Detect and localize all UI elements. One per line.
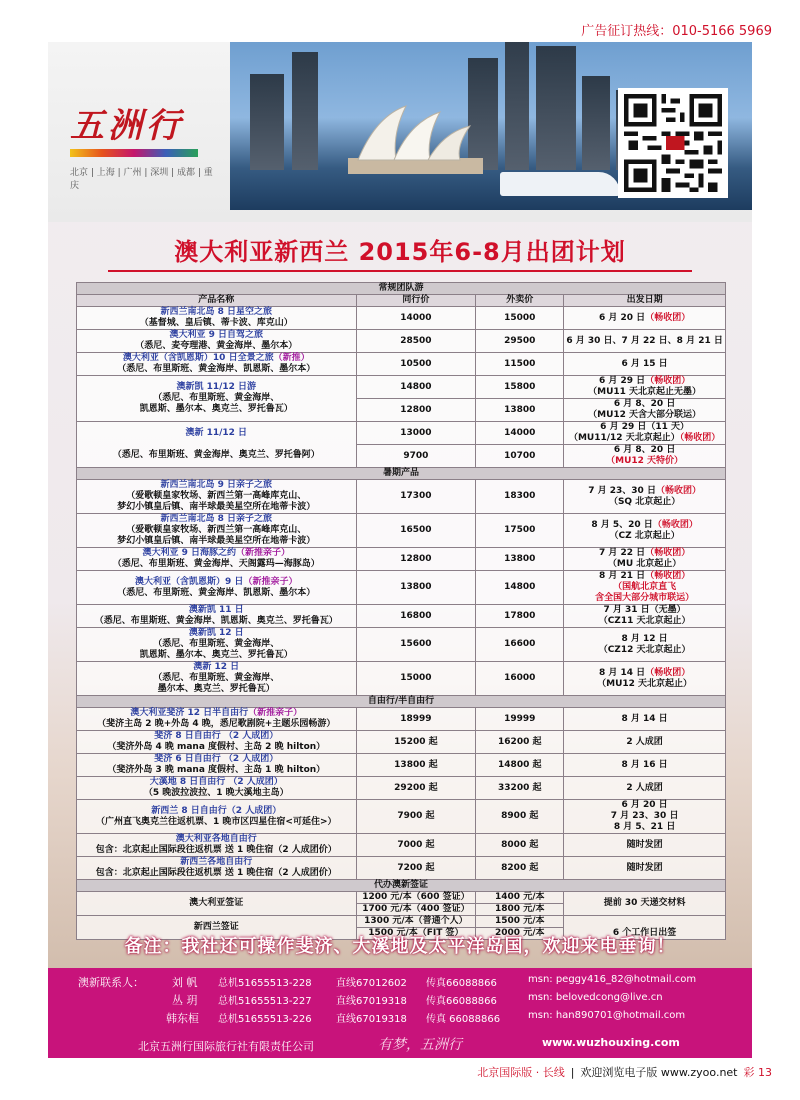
cell-text: （MU12 天含大部分联运） <box>588 410 702 420</box>
table-cell: 13800 <box>476 399 564 422</box>
contact-detail: 传真66088866 <box>426 996 497 1007</box>
cell-text: 斐济 6 日自由行 （2 人成团） <box>154 754 279 764</box>
table-row <box>77 857 726 880</box>
logo-stripe <box>70 149 198 157</box>
table-cell: 7900 起 <box>356 800 476 834</box>
table-cell: 17300 <box>356 480 476 514</box>
table-cell: 16500 <box>356 514 476 548</box>
cell-text: （悉尼、布里斯班、黄金海岸、 <box>153 673 280 683</box>
table-cell: 16000 <box>476 662 564 696</box>
table-cell: 澳大利亚签证 <box>77 892 357 916</box>
table-cell: 28500 <box>356 330 476 353</box>
table-cell: 11500 <box>476 353 564 376</box>
table-cell <box>77 731 357 754</box>
table-cell <box>564 480 726 514</box>
cell-text: （悉尼、布里斯班、黄金海岸、凯恩斯、墨尔本） <box>117 587 316 598</box>
table-header <box>77 295 726 307</box>
table-cell: 1500 元/本 <box>476 916 564 928</box>
cell-text: （新推亲子） <box>248 708 303 718</box>
cell-text: （悉尼、布里斯班、黄金海岸、凯恩斯、墨尔本） <box>117 364 316 374</box>
table-cell <box>77 800 357 834</box>
table-cell <box>77 330 357 353</box>
table-row <box>77 708 726 731</box>
table-row <box>77 800 726 834</box>
table-cell: 常规团队游 <box>77 283 726 295</box>
cell-text: （爱歌顿皇家牧场、新西兰第一高峰库克山、 <box>126 491 307 501</box>
cell-text: 8 月 14 日 <box>599 667 646 678</box>
table-row <box>77 307 726 330</box>
cell-text: （畅收团） <box>645 376 691 386</box>
cell-text: （新推亲子） <box>243 576 298 587</box>
cell-text: （MU11/12 天北京起止） <box>568 433 680 443</box>
table-cell: 16800 <box>356 605 476 628</box>
cell-text: 8 月 5、20 日 <box>591 519 653 530</box>
table-row <box>77 754 726 777</box>
cell-text: （MU12 天北京起止） <box>597 678 693 689</box>
table-cell: 新西兰签证 <box>77 916 357 940</box>
page-number: 彩 13 <box>743 1066 772 1079</box>
cell-text: 澳新凯 11 日 <box>188 605 244 615</box>
cell-text: 7 月 23、30 日 <box>588 485 656 496</box>
cell-text: （畅收团） <box>645 571 691 581</box>
cell-text: （CZ12 天北京起止） <box>598 644 691 655</box>
table-row <box>77 605 726 628</box>
table-cell <box>77 605 357 628</box>
table-row <box>77 731 726 754</box>
cell-text: （斐济外岛 3 晚 mana 度假村、主岛 1 晚 hilton） <box>107 765 326 775</box>
cell-text: 含全国大部分城市联运） <box>595 593 695 603</box>
cell-text: 包含：北京起止国际段往返机票 送 1 晚住宿（2 人成团价） <box>95 845 337 855</box>
table-cell <box>564 514 726 548</box>
table-row <box>77 571 726 605</box>
website-link[interactable]: www.wuzhouxing.com <box>542 1036 680 1049</box>
cell-text: （畅收团） <box>645 548 691 558</box>
table-row <box>77 892 726 904</box>
table-cell: 自由行/半自由行 <box>77 696 726 708</box>
table-cell: 9700 <box>356 445 476 468</box>
table-cell: 13000 <box>356 422 476 445</box>
table-cell: 15200 起 <box>356 731 476 754</box>
opera-house-icon <box>348 102 483 174</box>
msn-link[interactable]: msn: belovedcong@live.cn <box>528 992 663 1003</box>
col-retail-price: 外卖价 <box>476 295 564 307</box>
cell-text: （悉尼、布里斯班、黄金海岸、奥克兰、罗托鲁阿） <box>112 450 320 460</box>
cell-text: 澳新 11/12 日 <box>185 428 248 438</box>
contact-detail: 传真66088866 <box>426 978 497 989</box>
cell-text: 6 月 29 日（11 天） <box>600 422 690 432</box>
cell-text: （斐济外岛 4 晚 mana 度假村、主岛 2 晚 hilton） <box>107 742 326 752</box>
cell-text: 澳大利亚斐济 12 日半自由行 <box>130 708 249 718</box>
table-cell: 10700 <box>476 445 564 468</box>
cell-text: 墨尔本、奥克兰、罗托鲁瓦） <box>157 684 275 694</box>
table-cell: 1800 元/本 <box>476 904 564 916</box>
table-cell: 12800 <box>356 548 476 571</box>
table-cell <box>77 480 357 514</box>
contact-detail: 总机51655513-228 <box>218 978 312 989</box>
col-product: 产品名称 <box>77 295 357 307</box>
table-row <box>77 916 726 928</box>
cell-text: 凯恩斯、墨尔本、奥克兰、罗托鲁瓦） <box>139 650 293 660</box>
table-cell: 14800 起 <box>476 754 564 777</box>
table-cell: 2000 元/本 <box>476 928 564 940</box>
table-cell <box>77 777 357 800</box>
cell-text: 7 月 22 日 <box>599 548 646 558</box>
cell-text: （国航北京直飞 <box>613 582 677 592</box>
col-trade-price: 同行价 <box>356 295 476 307</box>
cell-text: 新西兰 8 日自由行（2 人成团） <box>151 805 282 816</box>
table-cell: 18999 <box>356 708 476 731</box>
contact-detail: 总机51655513-227 <box>218 996 312 1007</box>
cell-text: 新西兰南北岛 9 日亲子之旅 <box>160 480 273 490</box>
cell-text: 包含：北京起止国际段往返机票 送 1 晚住宿（2 人成团价） <box>95 868 337 878</box>
cell-text: 凯恩斯、墨尔本、奥克兰、罗托鲁瓦） <box>139 404 293 414</box>
table-cell: 29500 <box>476 330 564 353</box>
table-cell: 10500 <box>356 353 476 376</box>
table-cell <box>564 605 726 628</box>
cell-text: （斐济主岛 2 晚+外岛 4 晚，悉尼歌剧院+主题乐园畅游） <box>97 719 336 729</box>
section-summer <box>77 468 726 480</box>
table-cell <box>77 514 357 548</box>
cell-text: （CZ 北京起止） <box>609 530 680 541</box>
cell-text: 澳大利亚（含凯恩斯）10 日全景之旅 <box>122 353 274 363</box>
logo-text: 五洲行 <box>70 106 184 146</box>
table-row <box>77 480 726 514</box>
cell-text: （广州直飞奥克兰往返机票、1 晚市区四星住宿<可延住>） <box>96 816 337 827</box>
table-row <box>77 514 726 548</box>
cell-text: 梦幻小镇皇后镇、南半球最美星空所在地蒂卡波） <box>117 536 316 546</box>
table-cell <box>564 571 726 605</box>
table-cell: 12800 <box>356 399 476 422</box>
cell-text: （悉尼、麦夸理港、黄金海岸、墨尔本） <box>135 341 298 351</box>
table-cell <box>77 628 357 662</box>
section-free <box>77 696 726 708</box>
logo-cities: 北京 | 上海 | 广州 | 深圳 | 成都 | 重庆 <box>70 168 213 191</box>
cell-text: 8 月 5、21 日 <box>613 822 676 832</box>
ad-panel <box>48 42 752 1058</box>
cell-text: 澳新凯 11/12 日游 <box>176 382 257 392</box>
section-visa <box>77 880 726 892</box>
contact-detail: 总机51655513-226 <box>218 1014 312 1025</box>
slogan-signature: 有梦，五洲行 <box>378 1037 462 1053</box>
table-cell: 13800 <box>356 571 476 605</box>
table-cell <box>77 571 357 605</box>
cell-text: （悉尼、布里斯班、黄金海岸、天阁露玛—海豚岛） <box>112 559 320 569</box>
cell-text: 大溪地 8 日自由行 （2 人成团） <box>149 777 283 787</box>
table-cell: 17800 <box>476 605 564 628</box>
table-cell: 8 月 14 日 <box>564 708 726 731</box>
cell-text: （畅收团） <box>679 433 721 443</box>
cell-text: （畅收团） <box>655 485 701 496</box>
table-cell: 14800 <box>476 571 564 605</box>
cell-text: （新推） <box>273 353 310 363</box>
table-cell: 15000 <box>476 307 564 330</box>
msn-link[interactable]: msn: han890701@hotmail.com <box>528 1010 686 1021</box>
page-title: 澳大利亚新西兰 2015年6-8月出团计划 <box>174 238 626 266</box>
contact-name: 韩东桓 <box>166 1012 199 1025</box>
cell-text: 6 月 8、20 日 <box>613 399 676 409</box>
table-cell: 16600 <box>476 628 564 662</box>
cell-text: 澳新凯 12 日 <box>188 628 244 638</box>
table-cell <box>77 353 357 376</box>
table-row <box>77 628 726 662</box>
table-cell: 提前 30 天递交材料 <box>564 892 726 916</box>
table-cell: 16200 起 <box>476 731 564 754</box>
table-cell <box>564 548 726 571</box>
table-cell: 13800 起 <box>356 754 476 777</box>
cell-text: 新西兰南北岛 8 日亲子之旅 <box>160 514 273 524</box>
table-cell: 33200 起 <box>476 777 564 800</box>
contact-detail: 直线67019318 <box>336 996 407 1007</box>
cell-text: （SQ 北京起止） <box>608 496 681 507</box>
cell-text: 斐济 8 日自由行 （2 人成团） <box>154 731 279 741</box>
table-cell <box>564 628 726 662</box>
company-name: 北京五洲行国际旅行社有限责任公司 <box>138 1040 314 1053</box>
logo <box>70 98 220 191</box>
cell-text: （畅收团） <box>645 312 691 323</box>
table-cell: 14000 <box>356 307 476 330</box>
table-row <box>77 422 726 445</box>
table-cell: 1700 元/本（400 签证） <box>356 904 476 916</box>
cell-text: （悉尼、布里斯班、黄金海岸、 <box>153 639 280 649</box>
table-cell <box>77 376 357 422</box>
table-cell: 7200 起 <box>356 857 476 880</box>
table-cell: 29200 起 <box>356 777 476 800</box>
table-cell <box>77 422 357 468</box>
cell-text: 8 月 12 日 <box>621 633 668 644</box>
table-cell: 13800 <box>476 548 564 571</box>
table-cell <box>77 754 357 777</box>
browse-link[interactable]: 欢迎浏览电子版 www.zyoo.net <box>580 1066 738 1079</box>
table-cell: 6 月 15 日 <box>564 353 726 376</box>
table-row <box>77 834 726 857</box>
table-cell: 8900 起 <box>476 800 564 834</box>
table-cell: 15000 <box>356 662 476 696</box>
table-cell: 8 月 16 日 <box>564 754 726 777</box>
table-row <box>77 376 726 399</box>
table-cell: 6 月 30 日、7 月 22 日、8 月 21 日 <box>564 330 726 353</box>
section-regular <box>77 283 726 295</box>
cell-text: 澳大利亚各地自由行 <box>175 834 257 844</box>
cell-text: （爱歌顿皇家牧场、新西兰第一高峰库克山、 <box>126 525 307 535</box>
table-cell <box>77 857 357 880</box>
cell-text: （悉尼、布里斯班、黄金海岸、 <box>153 393 280 403</box>
table-cell: 14000 <box>476 422 564 445</box>
table-cell: 1400 元/本 <box>476 892 564 904</box>
table-cell: 1300 元/本（普通个人） <box>356 916 476 928</box>
cell-text: （畅收团） <box>652 519 698 530</box>
table-cell <box>564 307 726 330</box>
title-rule <box>108 270 692 272</box>
table-cell: 7000 起 <box>356 834 476 857</box>
table-cell <box>564 376 726 399</box>
tour-plan-table <box>76 282 726 940</box>
table-cell: 18300 <box>476 480 564 514</box>
table-row <box>77 330 726 353</box>
table-cell <box>564 445 726 468</box>
ferry-image <box>500 172 620 196</box>
msn-link[interactable]: msn: peggy416_82@hotmail.com <box>528 974 697 985</box>
table-cell <box>77 662 357 696</box>
cell-text: 新西兰南北岛 8 日星空之旅 <box>160 307 273 317</box>
cell-text: （畅收团） <box>645 667 691 678</box>
table-cell: 6 个工作日出签 <box>564 916 726 940</box>
contact-detail: 直线67012602 <box>336 978 407 989</box>
cell-text: 澳新 12 日 <box>193 662 240 672</box>
table-cell: 1500 元/本（FIT 签） <box>356 928 476 940</box>
cell-text: （MU 北京起止） <box>607 559 682 569</box>
qr-code[interactable] <box>618 88 728 198</box>
table-cell <box>77 834 357 857</box>
contact-name: 刘 帆 <box>172 976 198 989</box>
cell-text: 澳大利亚 9 日自驾之旅 <box>169 330 264 340</box>
cell-text: 8 月 21 日 <box>599 571 646 581</box>
table-cell: 19999 <box>476 708 564 731</box>
table-cell <box>564 800 726 834</box>
table-cell: 暑期产品 <box>77 468 726 480</box>
contact-detail: 传真 66088866 <box>426 1014 501 1025</box>
table-row <box>77 548 726 571</box>
cell-text: （5 晚波拉波拉、1 晚大溪地主岛） <box>143 788 289 798</box>
edition-label: 北京国际版 · 长线 <box>477 1066 565 1079</box>
page-footer: 北京国际版 · 长线 | 欢迎浏览电子版 www.zyoo.net 彩 13 <box>477 1065 772 1079</box>
table-cell: 8200 起 <box>476 857 564 880</box>
header-banner <box>48 42 752 222</box>
table-cell: 14800 <box>356 376 476 399</box>
cell-text: 澳大利亚 9 日海豚之约 <box>142 548 236 558</box>
table-cell <box>77 548 357 571</box>
cell-text: （基督城、皇后镇、蒂卡波、库克山） <box>139 318 293 328</box>
table-cell: 15600 <box>356 628 476 662</box>
table-cell <box>77 307 357 330</box>
table-cell: 代办澳新签证 <box>77 880 726 892</box>
cell-text: （MU12 天特价） <box>606 456 684 466</box>
table-cell <box>564 399 726 422</box>
table-cell: 1200 元/本（600 签证） <box>356 892 476 904</box>
cell-text: 6 月 20 日 <box>599 312 646 323</box>
cell-text: （悉尼、布里斯班、黄金海岸、凯恩斯、奥克兰、罗托鲁瓦） <box>94 616 338 626</box>
table-cell: 随时发团 <box>564 834 726 857</box>
table-cell <box>564 422 726 445</box>
cell-text: （CZ11 天北京起止） <box>598 616 691 626</box>
contact-detail: 直线67019318 <box>336 1014 407 1025</box>
cell-text: （MU11 天北京起止无墨） <box>588 387 702 397</box>
contact-block <box>48 968 752 1058</box>
contact-label: 澳新联系人： <box>78 976 144 989</box>
ad-hotline: 广告征订热线：010-5166 5969 <box>581 24 772 39</box>
table-cell: 2 人成团 <box>564 731 726 754</box>
cell-text: 梦幻小镇皇后镇、南半球最美星空所在地蒂卡波） <box>117 502 316 512</box>
cell-text: 澳大利亚（含凯恩斯）9 日 <box>135 576 244 587</box>
contact-name: 丛 玥 <box>172 994 198 1007</box>
cell-text: 6 月 29 日 <box>599 376 646 386</box>
cell-text: 新西兰各地自由行 <box>180 857 253 867</box>
cell-text: 7 月 23、30 日 <box>610 811 679 821</box>
table-cell <box>564 662 726 696</box>
cell-text: 6 月 8、20 日 <box>613 445 676 455</box>
cell-text: 7 月 31 日（无墨） <box>603 605 686 615</box>
remark-note: 备注：我社还可操作斐济、大溪地及太平洋岛国，欢迎来电垂询！ <box>124 936 676 957</box>
cell-text: （新推亲子） <box>236 548 291 558</box>
table-row <box>77 777 726 800</box>
table-row <box>77 353 726 376</box>
table-cell <box>77 708 357 731</box>
table-row <box>77 662 726 696</box>
table-cell: 2 人成团 <box>564 777 726 800</box>
table-cell: 17500 <box>476 514 564 548</box>
table-cell: 随时发团 <box>564 857 726 880</box>
table-cell: 15800 <box>476 376 564 399</box>
table-cell: 8000 起 <box>476 834 564 857</box>
cell-text: 6 月 20 日 <box>621 800 668 810</box>
col-departure: 出发日期 <box>564 295 726 307</box>
